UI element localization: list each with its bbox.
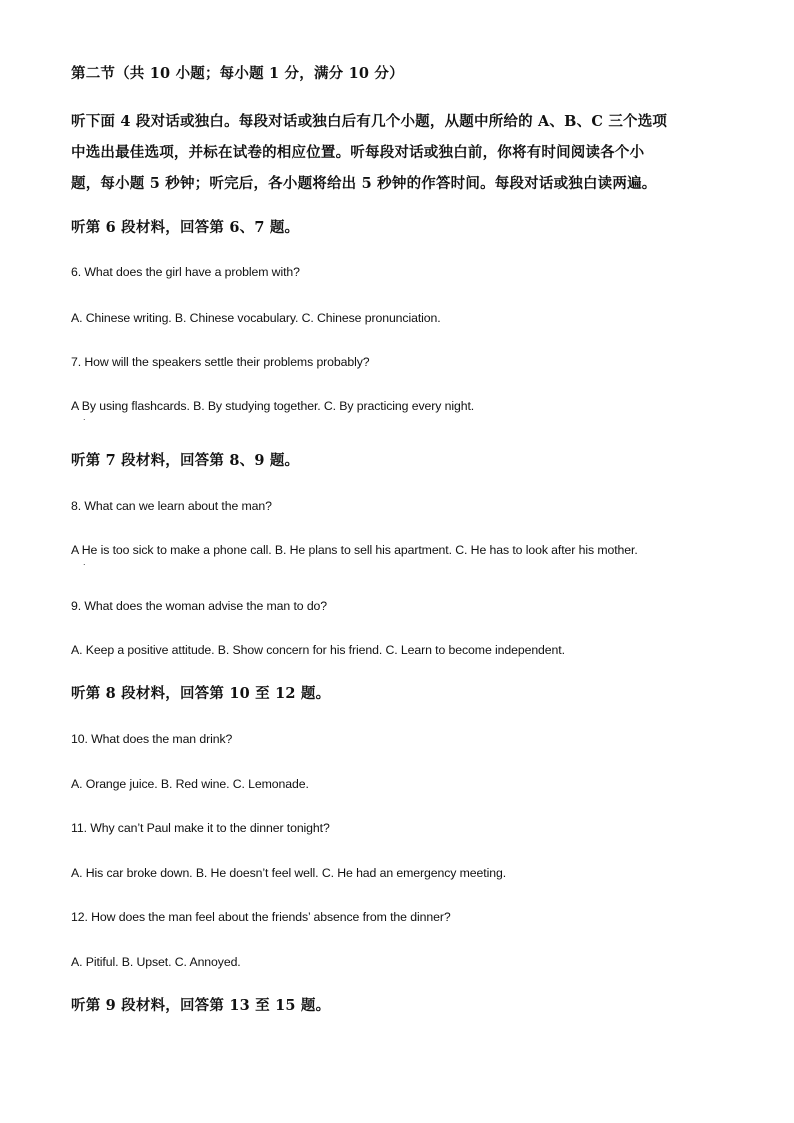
question-9-options: A. Keep a positive attitude. B. Show concern for his friend. C. Learn to become independent. xyxy=(71,643,565,657)
question-6-options: A. Chinese writing. B. Chinese vocabulary. C. Chinese pronunciation. xyxy=(71,311,441,325)
stray-dot-mark: . xyxy=(83,557,86,567)
group-heading-9: 听第 9 段材料，回答第 13 至 15 题。 xyxy=(71,997,331,1014)
instructions-line-2: 中选出最佳选项，并标在试卷的相应位置。听每段对话或独白前，你将有时间阅读各个小 xyxy=(71,144,645,161)
group-heading-6: 听第 6 段材料，回答第 6、7 题。 xyxy=(71,219,300,236)
question-11-options: A. His car broke down. B. He doesn’t feel well. C. He had an emergency meeting. xyxy=(71,866,507,880)
question-11: 11. Why can’t Paul make it to the dinner tonight? xyxy=(71,821,330,835)
question-7: 7. How will the speakers settle their problems probably? xyxy=(71,355,370,369)
group-heading-8: 听第 8 段材料，回答第 10 至 12 题。 xyxy=(71,685,331,702)
question-6: 6. What does the girl have a problem with? xyxy=(71,265,300,279)
stray-dot-mark: . xyxy=(83,412,86,422)
question-12-options: A. Pitiful. B. Upset. C. Annoyed. xyxy=(71,955,241,969)
question-10: 10. What does the man drink? xyxy=(71,732,233,746)
question-9: 9. What does the woman advise the man to do? xyxy=(71,599,328,613)
question-10-options: A. Orange juice. B. Red wine. C. Lemonade. xyxy=(71,777,309,791)
question-8-options: A He is too sick to make a phone call. B. He plans to sell his apartment. C. He has to look after his mother. xyxy=(71,543,638,557)
question-8: 8. What can we learn about the man? xyxy=(71,499,272,513)
question-12: 12. How does the man feel about the friends’ absence from the dinner? xyxy=(71,910,451,924)
question-7-options: A By using flashcards. B. By studying together. C. By practicing every night. xyxy=(71,399,475,413)
group-heading-7: 听第 7 段材料，回答第 8、9 题。 xyxy=(71,452,300,469)
instructions-line-1: 听下面 4 段对话或独白。每段对话或独白后有几个小题，从题中所给的 A、B、C 三个选项 xyxy=(71,113,668,130)
instructions-line-3: 题，每小题 5 秒钟；听完后，各小题将给出 5 秒钟的作答时间。每段对话或独白读两遍。 xyxy=(71,175,657,192)
section-title: 第二节（共 10 小题；每小题 1 分，满分 10 分） xyxy=(71,65,404,82)
